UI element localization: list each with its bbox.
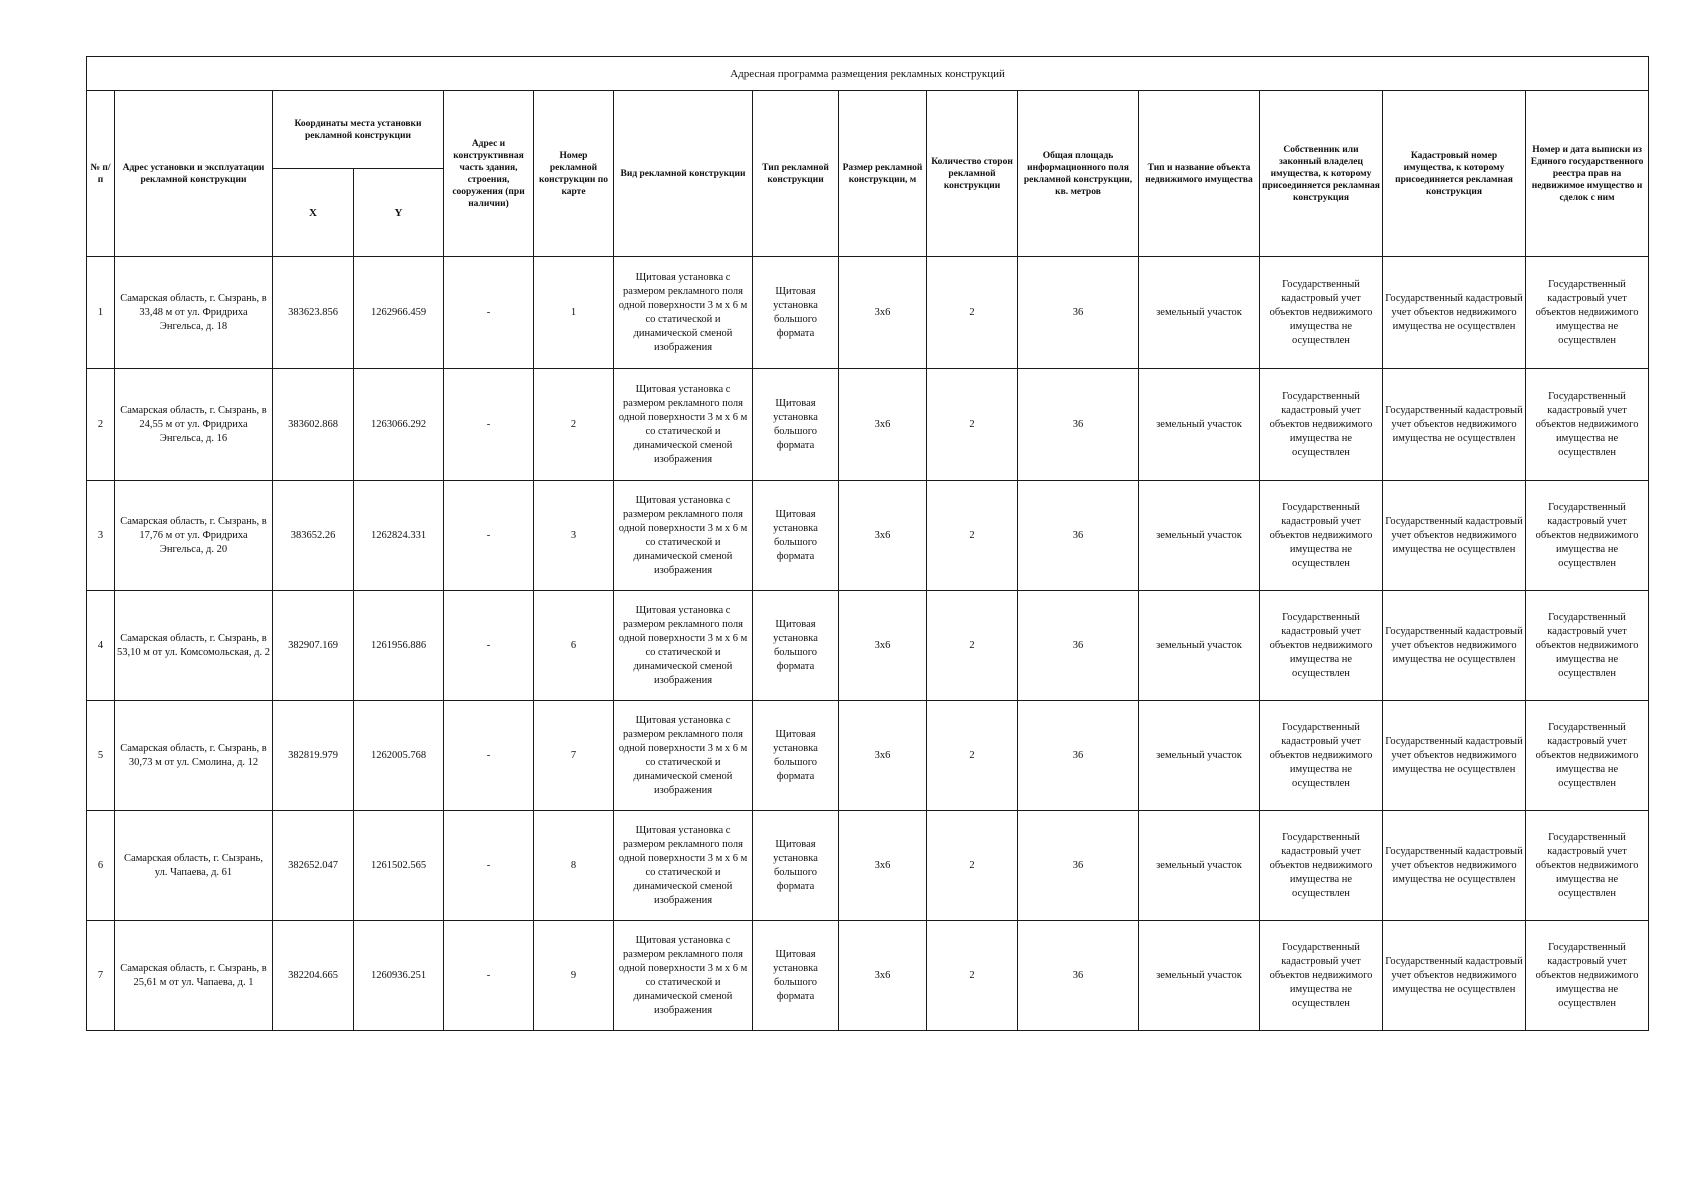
cell-num: 6: [87, 811, 115, 921]
cell-num: 1: [87, 257, 115, 369]
cell-registry: Государственный кадастровый учет объектов недвижимого имущества не осуществлен: [1526, 481, 1649, 591]
cell-address: Самарская область, г. Сызрань, в 24,55 м от ул. Фридриха Энгельса, д. 16: [115, 369, 273, 481]
header-registry: Номер и дата выписки из Единого государственного реестра прав на недвижимое имущество и сделок с ним: [1526, 91, 1649, 257]
cell-area: 36: [1018, 811, 1139, 921]
cell-building: -: [444, 591, 534, 701]
cell-kind: Щитовая установка с размером рекламного поля одной поверхности 3 м х 6 м со статической и динамической сменой изображения: [614, 481, 753, 591]
cell-num: 3: [87, 481, 115, 591]
cell-owner: Государственный кадастровый учет объектов недвижимого имущества не осуществлен: [1260, 369, 1383, 481]
cell-x: 382204.665: [273, 921, 354, 1031]
header-kind: Вид рекламной конструкции: [614, 91, 753, 257]
header-map-number: Номер рекламной конструкции по карте: [534, 91, 614, 257]
table-row: [87, 921, 1649, 1031]
cell-sides: 2: [927, 257, 1018, 369]
cell-x: 382907.169: [273, 591, 354, 701]
header-type: Тип рекламной конструкции: [753, 91, 839, 257]
cell-y: 1263066.292: [354, 369, 444, 481]
table-title: Адресная программа размещения рекламных конструкций: [87, 57, 1649, 91]
cell-area: 36: [1018, 257, 1139, 369]
cell-cadastral: Государственный кадастровый учет объектов недвижимого имущества не осуществлен: [1383, 369, 1526, 481]
header-building: Адрес и конструктивная часть здания, строения, сооружения (при наличии): [444, 91, 534, 257]
cell-kind: Щитовая установка с размером рекламного поля одной поверхности 3 м х 6 м со статической и динамической сменой изображения: [614, 257, 753, 369]
cell-map-number: 8: [534, 811, 614, 921]
cell-building: -: [444, 921, 534, 1031]
header-cadastral: Кадастровый номер имущества, к которому присоединяется рекламная конструкция: [1383, 91, 1526, 257]
cell-sides: 2: [927, 591, 1018, 701]
cell-registry: Государственный кадастровый учет объектов недвижимого имущества не осуществлен: [1526, 701, 1649, 811]
cell-type: Щитовая установка большого формата: [753, 811, 839, 921]
cell-address: Самарская область, г. Сызрань, в 30,73 м от ул. Смолина, д. 12: [115, 701, 273, 811]
cell-sides: 2: [927, 481, 1018, 591]
cell-registry: Государственный кадастровый учет объектов недвижимого имущества не осуществлен: [1526, 257, 1649, 369]
cell-building: -: [444, 811, 534, 921]
cell-object: земельный участок: [1139, 591, 1260, 701]
cell-object: земельный участок: [1139, 369, 1260, 481]
cell-registry: Государственный кадастровый учет объектов недвижимого имущества не осуществлен: [1526, 591, 1649, 701]
cell-map-number: 3: [534, 481, 614, 591]
cell-area: 36: [1018, 921, 1139, 1031]
cell-address: Самарская область, г. Сызрань, в 33,48 м от ул. Фридриха Энгельса, д. 18: [115, 257, 273, 369]
cell-x: 382652.047: [273, 811, 354, 921]
cell-building: -: [444, 481, 534, 591]
cell-building: -: [444, 701, 534, 811]
cell-owner: Государственный кадастровый учет объектов недвижимого имущества не осуществлен: [1260, 921, 1383, 1031]
cell-building: -: [444, 257, 534, 369]
cell-object: земельный участок: [1139, 481, 1260, 591]
cell-kind: Щитовая установка с размером рекламного поля одной поверхности 3 м х 6 м со статической и динамической сменой изображения: [614, 921, 753, 1031]
cell-y: 1260936.251: [354, 921, 444, 1031]
cell-area: 36: [1018, 701, 1139, 811]
header-area: Общая площадь информационного поля рекламной конструкции, кв. метров: [1018, 91, 1139, 257]
cell-type: Щитовая установка большого формата: [753, 257, 839, 369]
table-row: [87, 257, 1649, 369]
cell-num: 7: [87, 921, 115, 1031]
cell-size: 3х6: [839, 257, 927, 369]
header-num: № п/п: [87, 91, 115, 257]
table-row: [87, 701, 1649, 811]
cell-cadastral: Государственный кадастровый учет объектов недвижимого имущества не осуществлен: [1383, 591, 1526, 701]
cell-type: Щитовая установка большого формата: [753, 921, 839, 1031]
cell-sides: 2: [927, 701, 1018, 811]
cell-sides: 2: [927, 921, 1018, 1031]
cell-object: земельный участок: [1139, 257, 1260, 369]
cell-object: земельный участок: [1139, 811, 1260, 921]
cell-registry: Государственный кадастровый учет объектов недвижимого имущества не осуществлен: [1526, 921, 1649, 1031]
cell-x: 383652.26: [273, 481, 354, 591]
cell-owner: Государственный кадастровый учет объектов недвижимого имущества не осуществлен: [1260, 811, 1383, 921]
header-x: X: [273, 169, 354, 257]
cell-kind: Щитовая установка с размером рекламного поля одной поверхности 3 м х 6 м со статической и динамической сменой изображения: [614, 701, 753, 811]
cell-area: 36: [1018, 369, 1139, 481]
cell-cadastral: Государственный кадастровый учет объектов недвижимого имущества не осуществлен: [1383, 811, 1526, 921]
cell-size: 3х6: [839, 369, 927, 481]
cell-owner: Государственный кадастровый учет объектов недвижимого имущества не осуществлен: [1260, 257, 1383, 369]
cell-type: Щитовая установка большого формата: [753, 591, 839, 701]
cell-y: 1262966.459: [354, 257, 444, 369]
cell-y: 1261502.565: [354, 811, 444, 921]
cell-map-number: 2: [534, 369, 614, 481]
cell-building: -: [444, 369, 534, 481]
cell-registry: Государственный кадастровый учет объектов недвижимого имущества не осуществлен: [1526, 811, 1649, 921]
cell-registry: Государственный кадастровый учет объектов недвижимого имущества не осуществлен: [1526, 369, 1649, 481]
cell-cadastral: Государственный кадастровый учет объектов недвижимого имущества не осуществлен: [1383, 481, 1526, 591]
header-sides: Количество сторон рекламной конструкции: [927, 91, 1018, 257]
cell-cadastral: Государственный кадастровый учет объектов недвижимого имущества не осуществлен: [1383, 921, 1526, 1031]
cell-map-number: 7: [534, 701, 614, 811]
cell-x: 383602.868: [273, 369, 354, 481]
cell-sides: 2: [927, 811, 1018, 921]
cell-type: Щитовая установка большого формата: [753, 701, 839, 811]
cell-map-number: 6: [534, 591, 614, 701]
cell-owner: Государственный кадастровый учет объектов недвижимого имущества не осуществлен: [1260, 481, 1383, 591]
cell-y: 1262005.768: [354, 701, 444, 811]
advertising-program-table: [86, 56, 1649, 1031]
cell-cadastral: Государственный кадастровый учет объектов недвижимого имущества не осуществлен: [1383, 701, 1526, 811]
cell-kind: Щитовая установка с размером рекламного поля одной поверхности 3 м х 6 м со статической и динамической сменой изображения: [614, 369, 753, 481]
cell-address: Самарская область, г. Сызрань, в 53,10 м от ул. Комсомольская, д. 2: [115, 591, 273, 701]
table-row: [87, 811, 1649, 921]
cell-size: 3х6: [839, 701, 927, 811]
cell-sides: 2: [927, 369, 1018, 481]
cell-y: 1261956.886: [354, 591, 444, 701]
header-owner: Собственник или законный владелец имущества, к которому присоединяется рекламная конструкция: [1260, 91, 1383, 257]
cell-map-number: 9: [534, 921, 614, 1031]
cell-size: 3х6: [839, 481, 927, 591]
table-row: [87, 591, 1649, 701]
cell-size: 3х6: [839, 591, 927, 701]
cell-owner: Государственный кадастровый учет объектов недвижимого имущества не осуществлен: [1260, 701, 1383, 811]
cell-address: Самарская область, г. Сызрань, в 25,61 м от ул. Чапаева, д. 1: [115, 921, 273, 1031]
cell-type: Щитовая установка большого формата: [753, 481, 839, 591]
cell-num: 2: [87, 369, 115, 481]
cell-area: 36: [1018, 591, 1139, 701]
cell-size: 3х6: [839, 921, 927, 1031]
header-size: Размер рекламной конструкции, м: [839, 91, 927, 257]
cell-cadastral: Государственный кадастровый учет объектов недвижимого имущества не осуществлен: [1383, 257, 1526, 369]
header-coords: Координаты места установки рекламной конструкции: [273, 91, 444, 169]
cell-kind: Щитовая установка с размером рекламного поля одной поверхности 3 м х 6 м со статической и динамической сменой изображения: [614, 591, 753, 701]
cell-x: 382819.979: [273, 701, 354, 811]
cell-num: 4: [87, 591, 115, 701]
cell-owner: Государственный кадастровый учет объектов недвижимого имущества не осуществлен: [1260, 591, 1383, 701]
header-object: Тип и название объекта недвижимого имущества: [1139, 91, 1260, 257]
cell-kind: Щитовая установка с размером рекламного поля одной поверхности 3 м х 6 м со статической и динамической сменой изображения: [614, 811, 753, 921]
cell-object: земельный участок: [1139, 701, 1260, 811]
table-row: [87, 369, 1649, 481]
cell-object: земельный участок: [1139, 921, 1260, 1031]
cell-type: Щитовая установка большого формата: [753, 369, 839, 481]
cell-num: 5: [87, 701, 115, 811]
table-row: [87, 481, 1649, 591]
document-sheet: [86, 56, 1648, 1031]
header-y: Y: [354, 169, 444, 257]
cell-area: 36: [1018, 481, 1139, 591]
cell-map-number: 1: [534, 257, 614, 369]
cell-x: 383623.856: [273, 257, 354, 369]
cell-address: Самарская область, г. Сызрань, в 17,76 м от ул. Фридриха Энгельса, д. 20: [115, 481, 273, 591]
header-address: Адрес установки и эксплуатации рекламной конструкции: [115, 91, 273, 257]
cell-y: 1262824.331: [354, 481, 444, 591]
cell-address: Самарская область, г. Сызрань, ул. Чапаева, д. 61: [115, 811, 273, 921]
cell-size: 3х6: [839, 811, 927, 921]
